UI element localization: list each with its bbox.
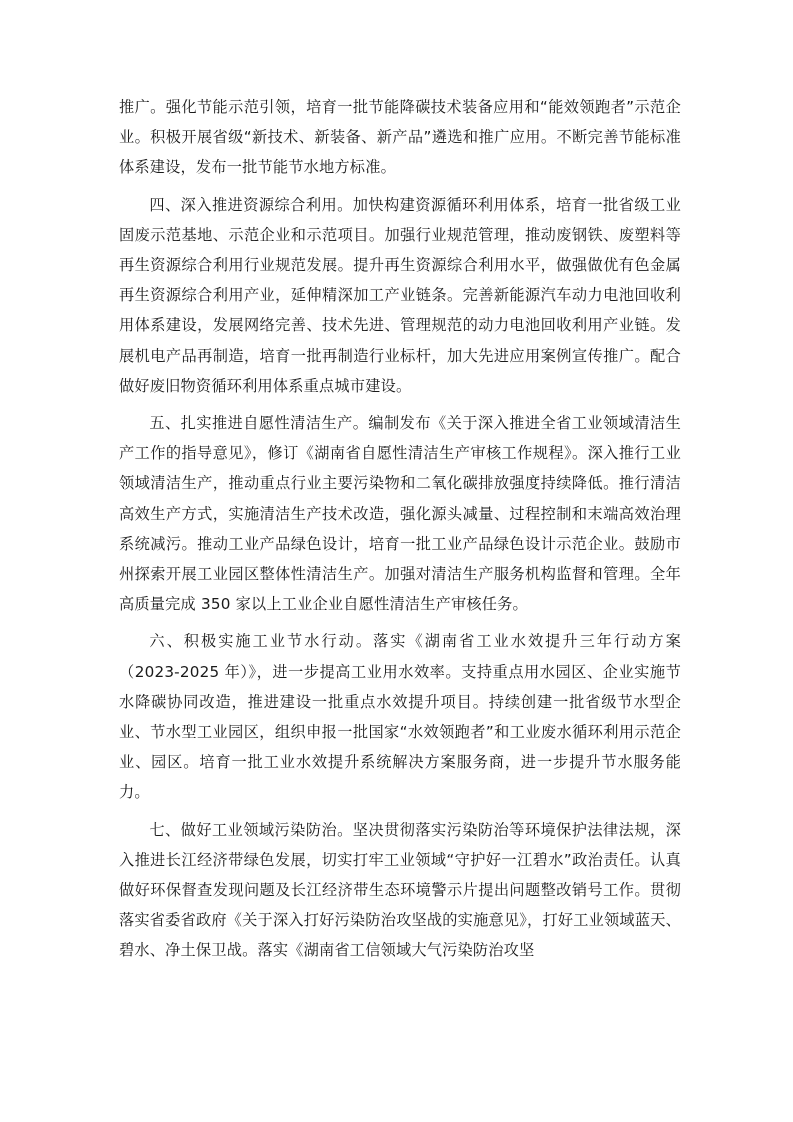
paragraph-pollution-prevention: 七、做好工业领域污染防治。坚决贯彻落实污染防治等环境保护法律法规，深入推进长江经济带绿色发展，切实打牢工业领域“守护好一江碧水”政治责任。认真做好环保督查发现问题及长江经济带生态环境警示片提出问题整改销号工作。贯彻落实省委省政府《关于深入打好污染防治攻坚战的实施意见》，打好工业领域蓝天、碧水、净土保卫战。落实《湖南省工信领域大气污染防治攻坚 xyxy=(119,820,681,960)
document-body xyxy=(119,92,681,973)
paragraph-energy-saving-continuation: 推广。强化节能示范引领，培育一批节能降碳技术装备应用和“能效领跑者”示范企业。积极开展省级“新技术、新装备、新产品”遴选和推广应用。不断完善节能标准体系建设，发布一批节能节水地方标准。 xyxy=(119,98,681,177)
paragraph-clean-production: 五、扎实推进自愿性清洁生产。编制发布《关于深入推进全省工业领域清洁生产工作的指导意见》，修订《湖南省自愿性清洁生产审核工作规程》。深入推行工业领域清洁生产，推动重点行业主要污染物和二氧化碳排放强度持续降低。推行清洁高效生产方式，实施清洁生产技术改造，强化源头减量、过程控制和末端高效治理系统减污。推动工业产品绿色设计，培育一批工业产品绿色设计示范企业。鼓励市州探索开展工业园区整体性清洁生产。加强对清洁生产服务机构监督和管理。全年高质量完成 350 家以上工业企业自愿性清洁生产审核任务。 xyxy=(119,414,681,614)
paragraph-water-saving: 六、积极实施工业节水行动。落实《湖南省工业水效提升三年行动方案（2023-2025 年）》，进一步提高工业用水效率。支持重点用水园区、企业实施节水降碳协同改造，推进建设一批重点水效提升项目。持续创建一批省级节水型企业、节水型工业园区，组织申报一批国家“水效领跑者”和工业废水循环利用示范企业、园区。培育一批工业水效提升系统解决方案服务商，进一步提升节水服务能力。 xyxy=(119,632,681,802)
paragraph-resource-utilization: 四、深入推进资源综合利用。加快构建资源循环利用体系，培育一批省级工业固废示范基地、示范企业和示范项目。加强行业规范管理，推动废钢铁、废塑料等再生资源综合利用行业规范发展。提升再生资源综合利用水平，做强做优有色金属再生资源综合利用产业，延伸精深加工产业链条。完善新能源汽车动力电池回收利用体系建设，发展网络完善、技术先进、管理规范的动力电池回收利用产业链。发展机电产品再制造，培育一批再制造行业标杆，加大先进应用案例宣传推广。配合做好废旧物资循环利用体系重点城市建设。 xyxy=(119,195,681,395)
